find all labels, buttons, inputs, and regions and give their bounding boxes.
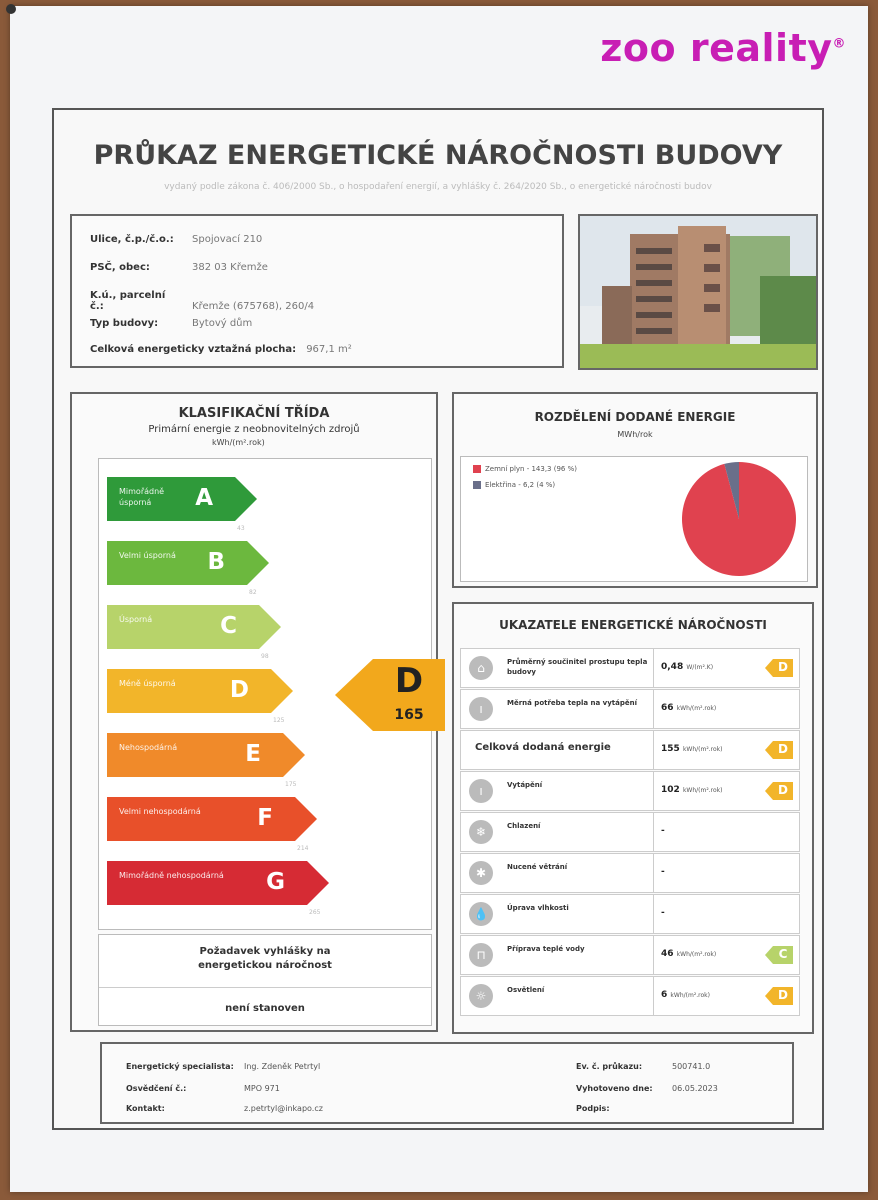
requirement-value: není stanoven — [225, 1003, 305, 1014]
requirement-title: Požadavek vyhlášky na energetickou náročnost — [198, 946, 332, 971]
page-subtitle: vydaný podle zákona č. 406/2000 Sb., o hospodaření energií, a vyhlášky č. 264/2020 Sb., o energetické náročnosti budov — [164, 182, 712, 192]
class-label: Úsporná — [119, 615, 153, 624]
indicators-title: UKAZATELE ENERGETICKÉ NÁROČNOSTI — [499, 618, 767, 632]
class-threshold: 82 — [249, 589, 257, 596]
legend-item-gas: Zemní plyn - 143,3 (96 %) — [473, 465, 577, 473]
humidity-icon: 💧 — [469, 902, 493, 926]
tap-icon: ⊓ — [469, 943, 493, 967]
indicator-row — [460, 935, 800, 975]
class-threshold: 98 — [261, 653, 269, 660]
page-title: PRŮKAZ ENERGETICKÉ NÁROČNOSTI BUDOVY — [93, 140, 783, 171]
indicator-value: 155 kWh/(m².rok) — [661, 744, 723, 754]
indicator-value: 6 kWh/(m².rok) — [661, 990, 710, 1000]
footer-reg-number: Ev. č. průkazu: 500741.0 — [576, 1062, 711, 1071]
class-badge: D — [765, 987, 793, 1005]
house-icon: ⌂ — [469, 656, 493, 680]
heating-icon: ı — [469, 779, 493, 803]
indicators-panel — [452, 602, 814, 1034]
building-info — [70, 214, 564, 368]
pin-icon — [6, 4, 16, 14]
indicator-row — [460, 689, 800, 729]
info-building-type: Typ budovy: Bytový dům — [90, 318, 253, 329]
class-label: Nehospodárná — [119, 743, 178, 752]
pie-chart — [679, 459, 799, 579]
fan-icon: ✱ — [469, 861, 493, 885]
info-area: Celková energeticky vztažná plocha: 967,1 m² — [90, 344, 352, 355]
certificate-footer — [100, 1042, 794, 1124]
energy-class-c — [107, 605, 259, 649]
indicator-label: Chlazení — [507, 822, 541, 830]
indicator-row — [460, 812, 800, 852]
thermometer-icon: ı — [469, 697, 493, 721]
footer-contact: Kontakt: z.petrtyl@inkapo.cz — [126, 1104, 323, 1113]
info-parcel: K.ú., parcelní č.: Křemže (675768), 260/4 — [90, 290, 315, 312]
indicator-label: Měrná potřeba tepla na vytápění — [507, 699, 637, 707]
class-label: Velmi nehospodárná — [119, 807, 201, 816]
footer-certificate: Osvědčení č.: MPO 971 — [126, 1084, 280, 1093]
indicator-value: - — [661, 908, 665, 918]
energy-class-b — [107, 541, 247, 585]
indicator-value: - — [661, 867, 665, 877]
energy-class-e — [107, 733, 283, 777]
indicator-label: Průměrný součinitel prostupu tepla budovy — [507, 658, 648, 676]
class-threshold: 175 — [285, 781, 297, 788]
distribution-title: ROZDĚLENÍ DODANÉ ENERGIE — [534, 410, 736, 424]
indicator-label: Nucené větrání — [507, 863, 568, 871]
footer-date: Vyhotoveno dne: 06.05.2023 — [576, 1084, 718, 1093]
energy-class-scale — [98, 458, 432, 930]
class-threshold: 265 — [309, 909, 321, 916]
class-letter: E — [245, 741, 261, 767]
indicator-row — [460, 648, 800, 688]
class-label: Mimořádně nehospodárná — [119, 871, 224, 880]
classification-title: KLASIFIKAČNÍ TŘÍDA — [178, 406, 330, 421]
requirement-box — [98, 934, 432, 1026]
indicator-label: Příprava teplé vody — [507, 945, 585, 953]
indicator-row — [460, 853, 800, 893]
classification-subtitle: Primární energie z neobnovitelných zdrojů — [148, 424, 360, 435]
indicator-letter: D — [394, 661, 424, 701]
building-photo — [578, 214, 818, 370]
indicator-label: Celková dodaná energie — [475, 742, 611, 753]
classification-unit: kWh/(m².rok) — [212, 438, 265, 447]
indicator-value: 66 kWh/(m².rok) — [661, 703, 717, 713]
energy-distribution-panel — [452, 392, 818, 588]
energy-class-g — [107, 861, 307, 905]
indicator-value: 46 kWh/(m².rok) — [661, 949, 717, 959]
energy-certificate-paper — [10, 6, 868, 1192]
class-indicator — [335, 659, 445, 731]
info-city: PSČ, obec: 382 03 Křemže — [90, 262, 268, 273]
indicator-value: 102 kWh/(m².rok) — [661, 785, 723, 795]
class-letter: B — [207, 549, 225, 575]
indicator-label: Úprava vlhkosti — [507, 904, 569, 912]
distribution-unit: MWh/rok — [617, 430, 653, 439]
indicator-value: - — [661, 826, 665, 836]
class-badge: D — [765, 741, 793, 759]
indicator-row — [460, 894, 800, 934]
legend-item-electricity: Elektřina - 6,2 (4 %) — [473, 481, 555, 489]
class-label: Méně úsporná — [119, 679, 176, 688]
indicator-value: 165 — [394, 707, 424, 723]
class-label: Mimořádně úsporná — [119, 487, 165, 507]
indicator-value: 0,48 W/(m².K) — [661, 662, 714, 672]
class-letter: D — [229, 677, 249, 703]
footer-signature: Podpis: — [576, 1104, 610, 1113]
classification-panel — [70, 392, 438, 1032]
class-threshold: 125 — [273, 717, 285, 724]
indicator-row — [460, 976, 800, 1016]
bulb-icon: ☼ — [469, 984, 493, 1008]
energy-class-a — [107, 477, 235, 521]
footer-specialist: Energetický specialista: Ing. Zdeněk Petrtyl — [126, 1062, 321, 1071]
certificate-frame — [52, 108, 824, 1130]
info-street: Ulice, č.p./č.o.: Spojovací 210 — [90, 234, 263, 245]
class-letter: G — [266, 869, 285, 895]
energy-class-f — [107, 797, 295, 841]
indicator-label: Osvětlení — [507, 986, 545, 994]
class-badge: D — [765, 659, 793, 677]
class-badge: D — [765, 782, 793, 800]
class-threshold: 43 — [237, 525, 245, 532]
zoo-reality-logo: zoo reality® — [600, 26, 846, 70]
cooling-icon: ❄ — [469, 820, 493, 844]
indicator-row — [460, 730, 800, 770]
class-badge: C — [765, 946, 793, 964]
pie-chart-area — [460, 456, 808, 582]
class-letter: C — [220, 613, 237, 639]
class-letter: A — [195, 485, 213, 511]
indicator-label: Vytápění — [507, 781, 543, 789]
indicator-row — [460, 771, 800, 811]
class-letter: F — [257, 805, 273, 831]
energy-class-d — [107, 669, 271, 713]
class-threshold: 214 — [297, 845, 309, 852]
class-label: Velmi úsporná — [119, 551, 176, 560]
